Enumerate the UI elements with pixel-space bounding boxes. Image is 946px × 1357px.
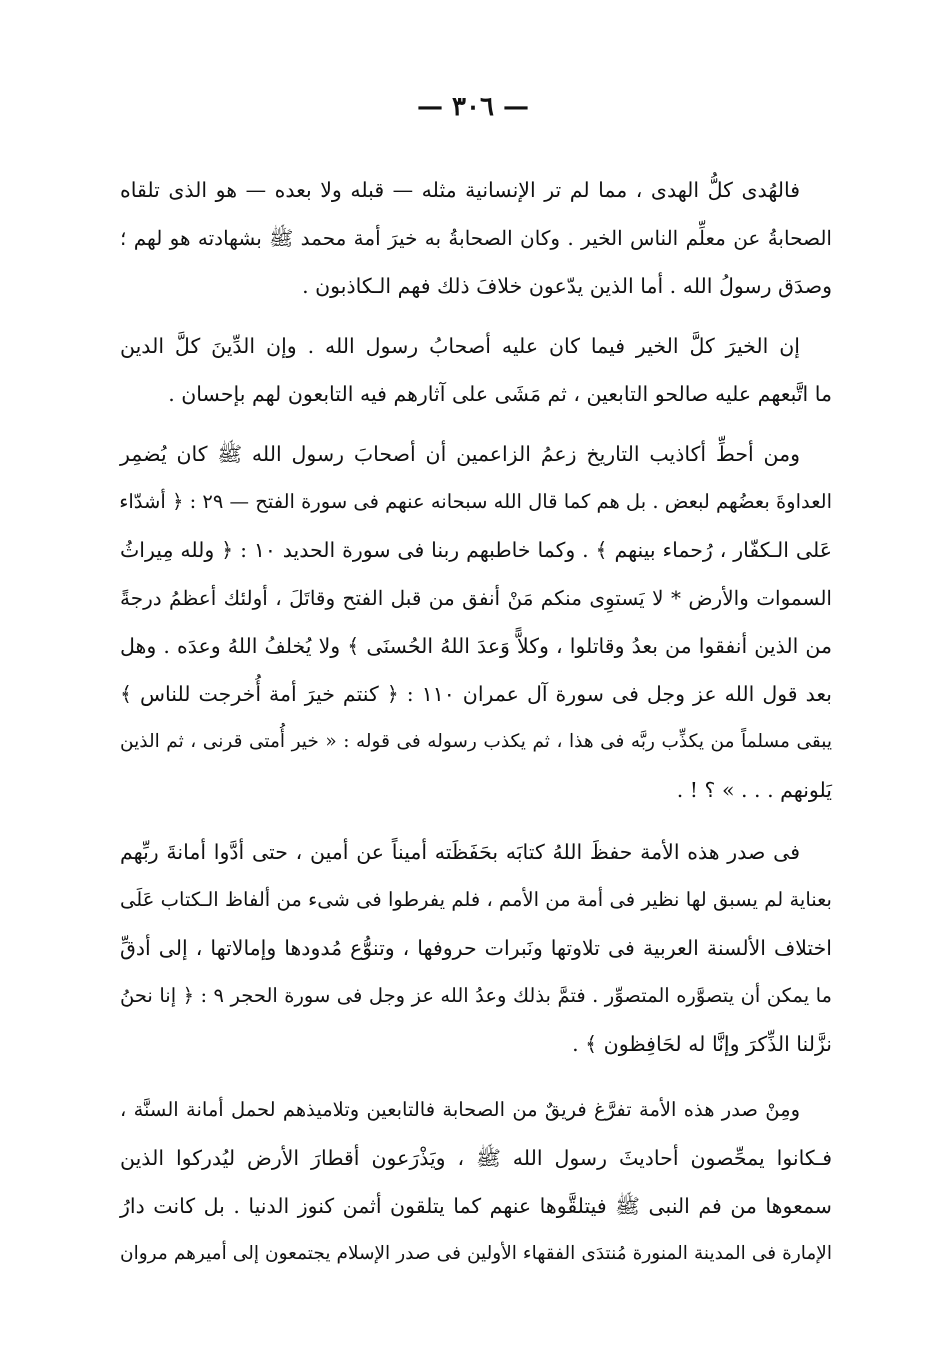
paragraph-3: [120, 430, 832, 814]
text-line: الإمارة فى المدينة المنورة مُنتدَى الفقهاء الأولين فى صدر الإسلام يجتمعون إلى أميرهم مروان: [120, 1243, 832, 1264]
text-line: وصدَق رسولُ الله . أما الذين يدّعون خلافَ ذلك فهم الـكاذبون .: [302, 274, 832, 298]
text-line: ومِنْ صدر هذه الأمة تفرَّغ فريقٌ من الصحابة فالتابعين وتلاميذهم لحمل أمانة السنَّة ،: [120, 1098, 800, 1121]
paragraph-4: [120, 828, 832, 1068]
paragraph-5: [120, 1086, 832, 1278]
text-line: من الذين أنفقوا من بعدُ وقاتلوا ، وكلاًّ وَعدَ اللهُ الحُسنَى ﴾ ولا يُخلفُ اللهُ وعدَه . وهل: [120, 634, 832, 658]
text-line: العداوةَ بعضُهم لبعض . بل هم كما قال الله سبحانه عنهم فى سورة الفتح — ٢٩ : ﴿ أشدّاء: [119, 490, 832, 513]
text-line: بعد قول الله عز وجل فى سورة آل عمران ١١٠ : ﴿ كنتم خيرَ أمة أُخرجت للناس ﴾: [120, 682, 832, 706]
paragraph-1: [120, 166, 832, 310]
text-line: اختلاف الألسنة العربية فى تلاوتها ونَبرات حروفها ، وتنوُّع مُدودها وإمالاتها ، إلى أدقِّ: [120, 936, 832, 960]
text-line: سمعوها من فم النبى ﷺ فيتلقَّوها عنهم كما يتلقون أثمن كنوز الدنيا . بل كانت دارُ: [120, 1194, 832, 1218]
text-line: عَلى الـكفّار ، رُحماء بينهم ﴾ . وكما خاطبهم ربنا فى سورة الحديد ١٠ : ﴿ ولله مِيراثُ: [120, 538, 832, 562]
text-line: يَلونهم . . . » ؟ ! .: [676, 778, 832, 802]
text-line: فى صدر هذه الأمة حفظَ اللهُ كتابَه بحَفَظَته أميناً عن أمين ، حتى أدَّوا أمانةَ ربِّهم: [120, 840, 800, 864]
paragraph-2: [120, 322, 832, 418]
text-line: بعناية لم يسبق لها نظير فى أمة من الأمم ، فلم يفرطوا فى شىء من ألفاظ الـكتاب عَلَى: [120, 888, 832, 911]
text-line: يبقى مسلماً من يكذِّب ربَّه فى هذا ، ثم يكذب رسوله فى قوله : « خير أُمتى قرنى ، ثم الذين: [120, 731, 832, 752]
text-line: الصحابةُ عن معلِّم الناس الخير . وكان الصحابةُ به خيرَ أمة محمد ﷺ بشهادته هو لهم ؛: [120, 226, 832, 250]
text-line: السموات والأرض * لا يَستوِى منكم مَنْ أنفق من قبل الفتح وقاتَلَ ، أولئك أعظمُ درجةً: [120, 586, 832, 610]
text-line: فالهُدى كلُّ الهدى ، مما لم تر الإنسانية مثله — قبله ولا بعده — هو الذى تلقاه: [120, 178, 800, 202]
page-number: — ٣٠٦ —: [416, 92, 530, 122]
text-line: إن الخيرَ كلَّ الخير فيما كان عليه أصحابُ رسول الله . وإن الدِّينَ كلَّ الدين: [120, 334, 800, 358]
text-line: ومن أحطِّ أكاذيب التاريخ زعمُ الزاعمين أن أصحابَ رسول الله ﷺ كان يُضمِر: [120, 442, 800, 466]
text-line: ما اتَّبعهم عليه صالحو التابعين ، ثم مَشَى على آثارهم فيه التابعون لهم بإحسان .: [168, 382, 832, 406]
text-line: ما يمكن أن يتصوَّره المتصوِّر . فتمَّ بذلك وعدُ الله عز وجل فى سورة الحجر ٩ : ﴿ إنا نحنُ: [120, 984, 832, 1007]
text-line: نزَّلنا الذِّكرَ وإنَّا له لحَافِظون ﴾ .: [572, 1032, 832, 1056]
text-line: فـكانوا يمحِّصون أحاديثَ رسول الله ﷺ ، ويَذْرَعون أقطارَ الأرض ليُدركوا الذين: [120, 1146, 832, 1170]
